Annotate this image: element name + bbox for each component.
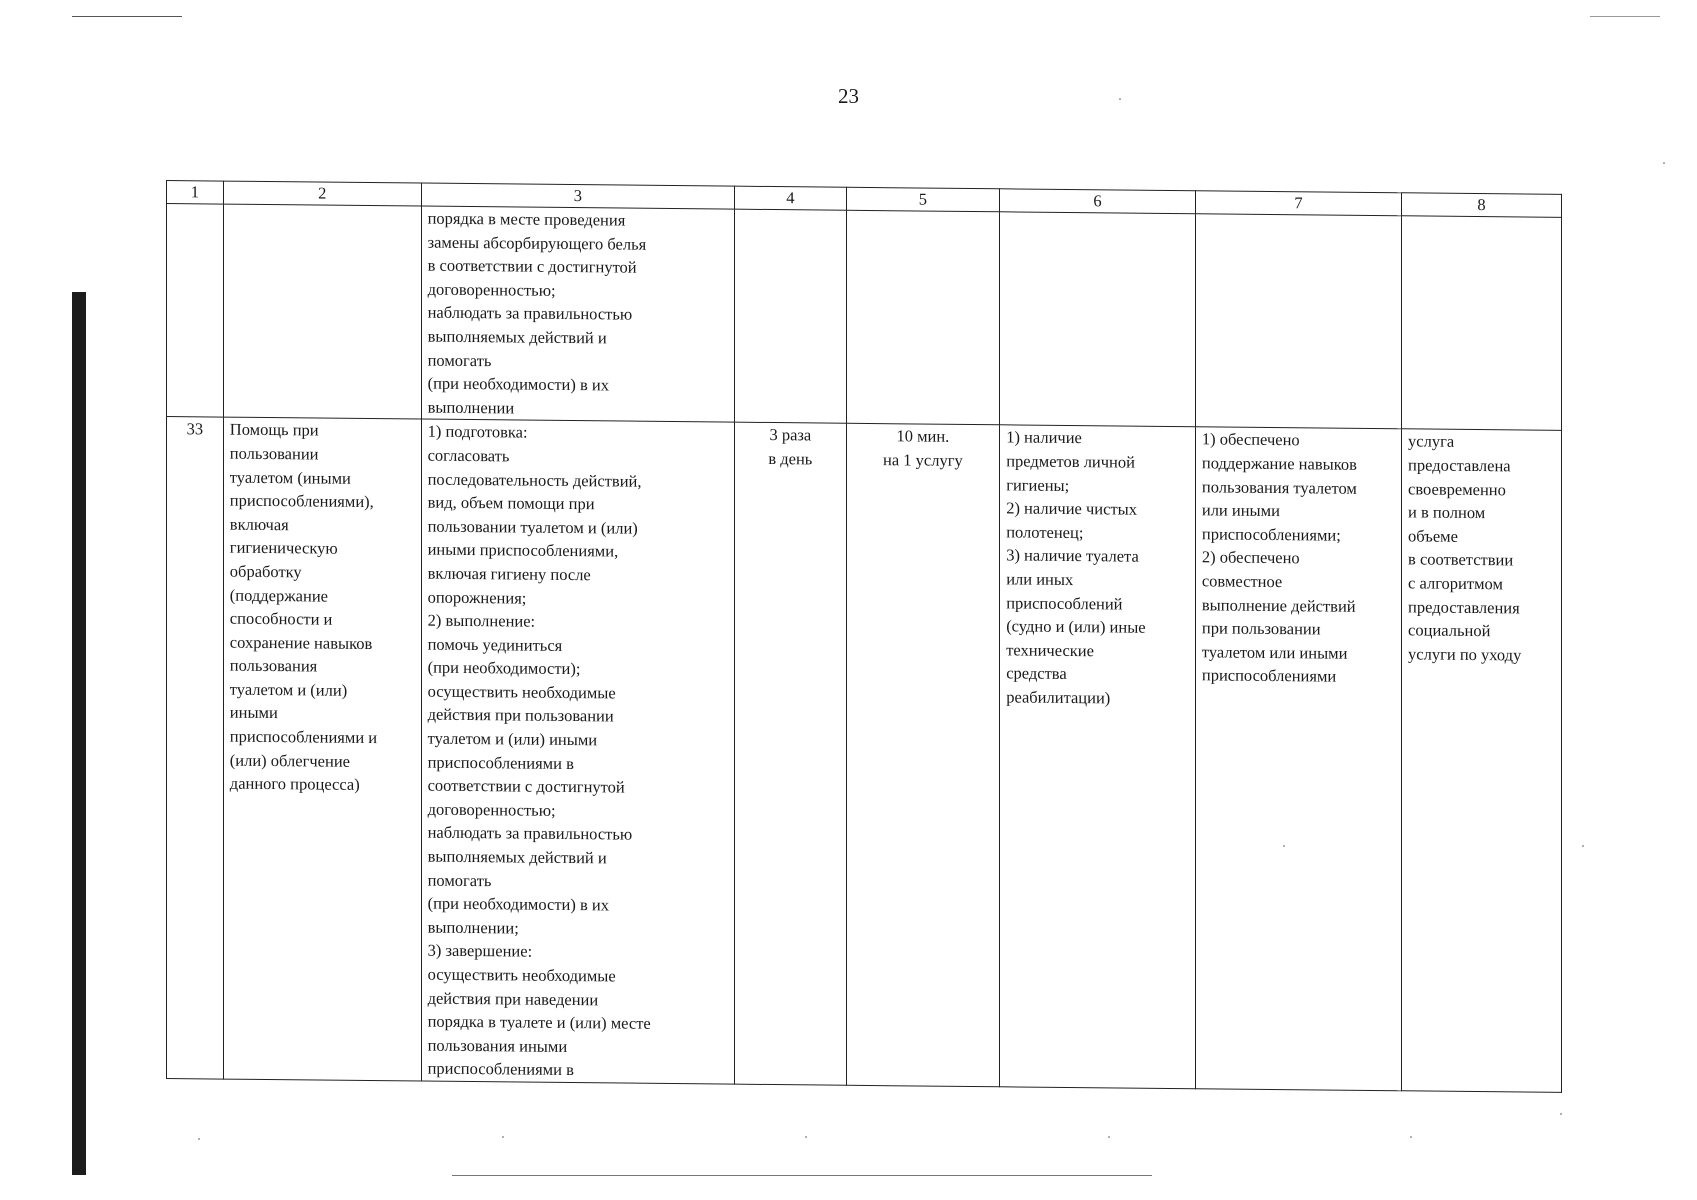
cell-frequency	[735, 209, 847, 423]
cell-duration: 10 мин. на 1 услугу	[846, 424, 1000, 1087]
cell-number	[167, 204, 224, 418]
cell-duration	[846, 210, 1000, 425]
scan-speck	[1560, 1113, 1562, 1115]
cell-number: 33	[167, 417, 224, 1079]
scan-speck	[198, 1138, 200, 1140]
column-header: 1	[167, 181, 224, 205]
scan-speck	[1108, 1136, 1110, 1138]
cell-service-name	[223, 204, 421, 419]
document-table-container	[166, 180, 1562, 1079]
cell-quality-assessment: услуга предоставлена своевременно и в полном объеме в соответствии с алгоритмом предоставления социальной услуги по уходу	[1402, 429, 1562, 1092]
page-number: 23	[838, 84, 859, 108]
cell-result-indicators: 1) обеспечено поддержание навыков пользования туалетом или иными приспособлениями; 2) обеспечено совместное выполнение действий при пользовании туалетом или иными приспособлениями	[1195, 427, 1401, 1091]
scan-artifact-bottom-line	[452, 1175, 1152, 1176]
scan-artifact-top-right-line	[1590, 16, 1660, 17]
scan-speck	[1582, 845, 1584, 847]
scan-speck	[1410, 1136, 1412, 1138]
table-row	[167, 204, 1562, 431]
column-header: 6	[1000, 189, 1196, 214]
scan-artifact-left-bar	[72, 292, 86, 1175]
cell-service-name: Помощь при пользовании туалетом (иными приспособлениями), включая гигиеническую обработку (поддержание способности и сохранение навыков пользования туалетом и (или) иными приспособлениями и (или) облегчение данного процесса)	[223, 417, 421, 1081]
scan-speck	[502, 1136, 504, 1138]
column-header: 3	[421, 183, 735, 209]
cell-conditions: 1) наличие предметов личной гигиены; 2) наличие чистых полотенец; 3) наличие туалета или иных приспособлений (судно и (или) иные технические средства реабилитации)	[1000, 425, 1196, 1089]
column-header: 7	[1195, 191, 1401, 216]
cell-quality-assessment	[1402, 216, 1562, 431]
table-row	[167, 417, 1562, 1093]
services-table	[166, 180, 1562, 1093]
column-header: 5	[846, 187, 1000, 212]
column-header: 2	[223, 181, 421, 206]
cell-frequency: 3 раза в день	[735, 423, 847, 1086]
column-header: 4	[735, 186, 847, 210]
column-header: 8	[1402, 193, 1562, 218]
scan-speck	[1663, 162, 1665, 164]
scan-artifact-top-left-line	[72, 16, 182, 17]
scan-speck	[805, 1136, 807, 1138]
cell-result-indicators	[1195, 214, 1401, 429]
cell-service-description: порядка в месте проведения замены абсорбирующего белья в соответствии с достигнутой договоренностью; наблюдать за правильностью выполняемых действий и помогать (при необходимости) в их выполнении	[421, 206, 735, 422]
cell-conditions	[1000, 212, 1196, 427]
cell-service-description: 1) подготовка: согласовать последовательность действий, вид, объем помощи при пользовании туалетом и (или) иными приспособлениями, включая гигиену после опорожнения; 2) выполнение: помочь уединиться (при необходимости); осуществить необходимые действия при пользовании туалетом и (или) иными приспособлениями в соответствии с достигнутой договоренностью; наблюдать за правильностью выполняемых действий и помогать (при необходимости) в их выполнении; 3) завершение: осуществить необходимые действия при наведении порядка в туалете и (или) месте пользования иными приспособлениями в	[421, 419, 735, 1084]
